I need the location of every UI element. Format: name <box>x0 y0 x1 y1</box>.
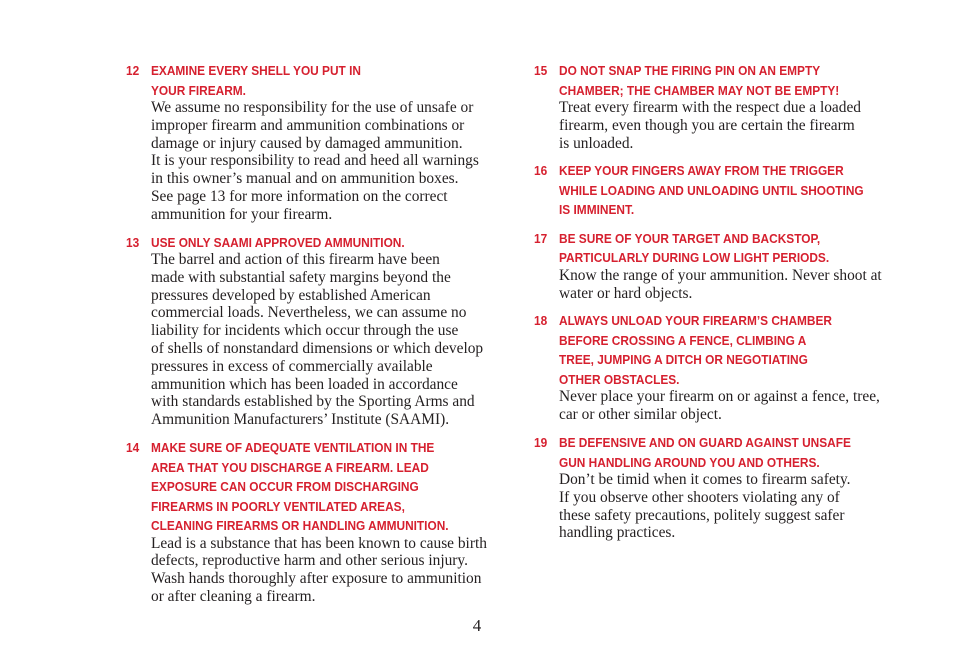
item-heading: DO NOT SNAP THE FIRING PIN ON AN EMPTY CHAMBER; THE CHAMBER MAY NOT BE EMPTY! <box>559 63 840 98</box>
right-column <box>534 61 919 551</box>
item-number: 15 <box>534 63 548 78</box>
item-body: Treat every firearm with the respect due a loaded firearm, even though you are certain the firearm is unloaded. <box>559 99 861 152</box>
safety-item-13 <box>126 233 511 429</box>
item-number: 14 <box>126 440 140 456</box>
item-number: 18 <box>534 313 548 329</box>
item-number: 19 <box>534 435 548 451</box>
item-heading: MAKE SURE OF ADEQUATE VENTILATION IN THE AREA THAT YOU DISCHARGE A FIREARM. LEAD EXPOSURE CAN OCCUR FROM DISCHARGING FIREARMS IN POORLY VENTILATED AREAS, CLEANING FIREARMS OR HANDLING AMMUNITION. <box>151 440 449 534</box>
item-heading: KEEP YOUR FINGERS AWAY FROM THE TRIGGER WHILE LOADING AND UNLOADING UNTIL SHOOTING IS IMMINENT. <box>559 163 864 218</box>
item-body: Don’t be timid when it comes to firearm safety. If you observe other shooters violating any of these safety precautions, politely suggest safer handling practices. <box>559 471 851 542</box>
item-heading: EXAMINE EVERY SHELL YOU PUT IN YOUR FIREARM. <box>151 63 361 98</box>
safety-item-18 <box>534 311 919 424</box>
item-body: Never place your firearm on or against a fence, tree, car or other similar object. <box>559 388 880 424</box>
left-column <box>126 61 511 615</box>
safety-item-19 <box>534 433 919 542</box>
item-body: Know the range of your ammunition. Never shoot at water or hard objects. <box>559 266 882 302</box>
item-number: 13 <box>126 234 140 250</box>
item-number: 12 <box>126 63 140 78</box>
item-body: The barrel and action of this firearm have been made with substantial safety margins beyond the pressures developed by established American commercial loads. Nevertheless, we can assume no liability for incidents which occur through the use of shells of nonstandard dimensions or which develop pressures in excess of commercially available ammunition which has been loaded in accordance with standards established by the Sporting Arms and Ammunition Manufacturers’ Institute (SAAMI). <box>151 251 484 429</box>
page-number: 4 <box>472 616 482 635</box>
item-heading: USE ONLY SAAMI APPROVED AMMUNITION. <box>151 234 405 250</box>
safety-item-12 <box>126 61 511 224</box>
safety-item-15 <box>534 61 919 152</box>
safety-item-14 <box>126 438 511 606</box>
item-number: 17 <box>534 230 548 246</box>
safety-item-17 <box>534 229 919 303</box>
item-heading: BE DEFENSIVE AND ON GUARD AGAINST UNSAFE GUN HANDLING AROUND YOU AND OTHERS. <box>559 435 851 470</box>
item-number: 16 <box>534 163 548 179</box>
item-heading: BE SURE OF YOUR TARGET AND BACKSTOP, PARTICULARLY DURING LOW LIGHT PERIODS. <box>559 230 830 266</box>
safety-item-16 <box>534 161 919 220</box>
item-body: Lead is a substance that has been known to cause birth defects, reproductive harm and other serious injury. Wash hands thoroughly after exposure to ammunition or after cleaning a firearm. <box>151 534 487 605</box>
item-heading: ALWAYS UNLOAD YOUR FIREARM’S CHAMBER BEFORE CROSSING A FENCE, CLIMBING A TREE, JUMPING A DITCH OR NEGOTIATING OTHER OBSTACLES. <box>559 313 833 387</box>
item-body: We assume no responsibility for the use of unsafe or improper firearm and ammunition combinations or damage or injury caused by damaged ammunition. It is your responsibility to read and heed all warnings in this owner’s manual and on ammunition boxes. See page 13 for more information on the correct ammunition for your firearm. <box>151 99 479 223</box>
